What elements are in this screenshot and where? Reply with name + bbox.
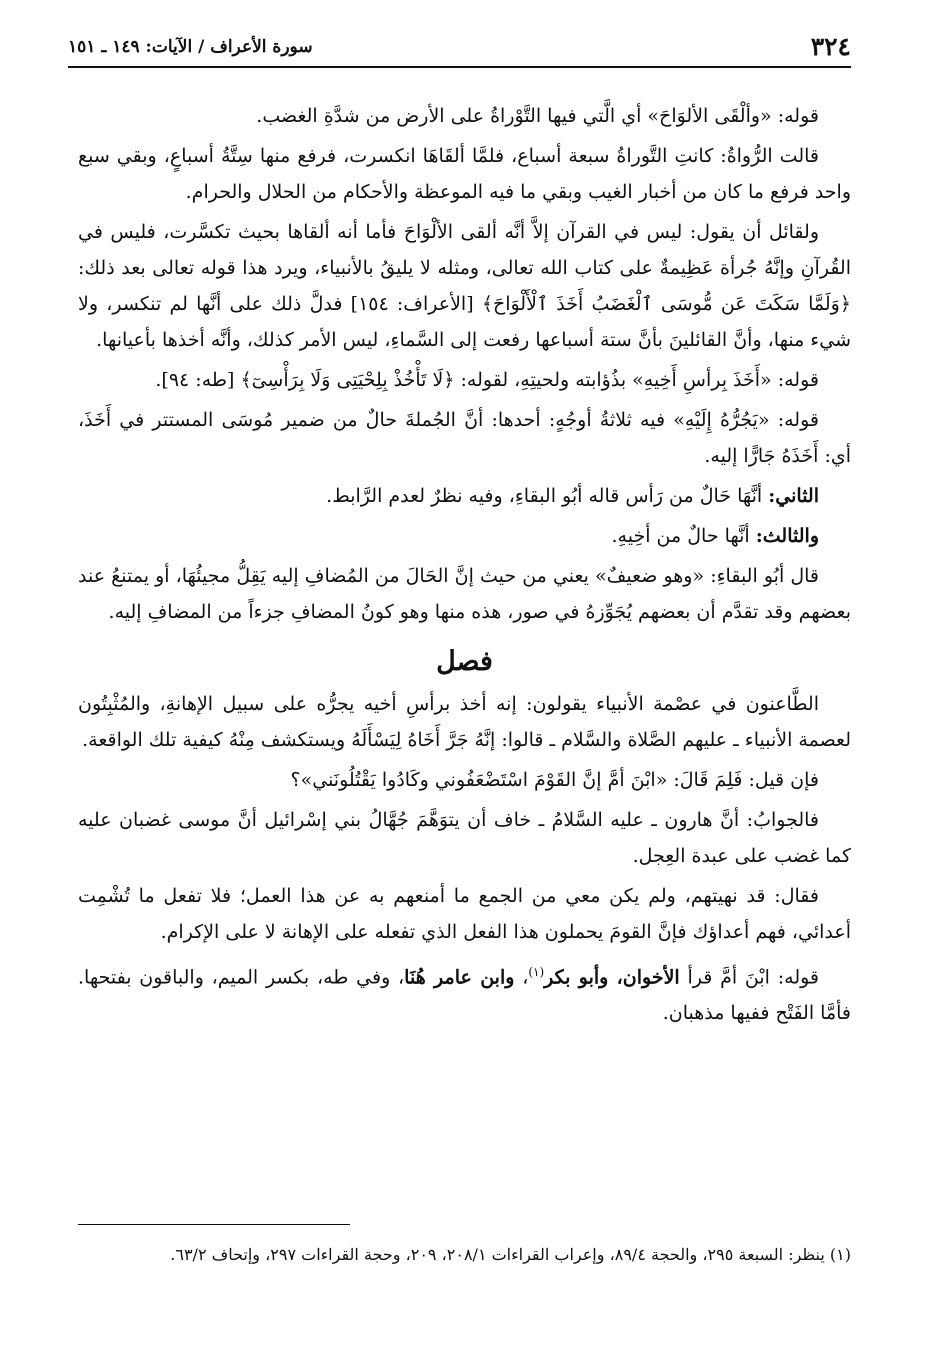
paragraph: ولقائل أن يقول: ليس في القرآن إلاَّ أنَّه ألقى الألْوَاحَ فأما أنه ألقاها بحيث تكسَّرت، فليس في القُرآنِ وإنَّهُ جُرأة عَظِيمةٌ على كتاب الله تعالى، ومثله لا يليقُ بالأنبياء، ويرد هذا قوله تعالى بعد ذلك: ﴿وَلَمَّا سَكَتَ عَن مُّوسَى ٱلْغَضَبُ أَخَذَ ٱلْأَلْوَاحَ﴾ [الأعراف: ١٥٤] فدلَّ ذلك على أنَّها لم تنكسر، ولا شيء منها، وأنَّ القائلينَ بأنَّ ستة أسباعها رفعت إلى السَّماءِ، ليس الأمر كذلك، وأنَّه أخذها بأعيانها. — [78, 221, 851, 351]
paragraph — [78, 478, 851, 514]
paragraph-label: الثاني: — [768, 485, 819, 507]
paragraph — [78, 954, 851, 1031]
paragraph: الطَّاعنون في عصْمة الأنبياء يقولون: إنه أخذ برأسِ أخيه يجرُّه على سبيل الإهانةِ، والمُثْبِتُون لعصمة الأنبياء ـ عليهم الصَّلاة والسَّلام ـ قالوا: إنَّهُ جَرَّ أَخَاهُ لِيَسْأَلَهُ ويستكشف مِنْهُ كيفية تلك الواقعة. — [78, 693, 851, 751]
paragraph — [78, 518, 851, 554]
paragraph-text: أنَّهَا حَالٌ من رَأس قاله أبُو البقاءِ، وفيه نظرٌ لعدم الرَّابط. — [326, 485, 763, 507]
reciter-names: الأخوان، وأبو بكر — [544, 966, 680, 989]
page-number: ٣٢٤ — [810, 32, 851, 61]
reciter-names: وابن عامر هُنَا — [404, 966, 515, 989]
main-text — [78, 98, 851, 1035]
footnote-ref: (١) — [528, 965, 545, 979]
footnote-rule — [78, 1224, 350, 1225]
paragraph-label: والثالث: — [755, 525, 819, 547]
paragraph-text: ، وفي طه، بكسر الميم، والباقون بفتحها. فأمَّا الفَتْح ففيها مذهبان. — [78, 966, 851, 1025]
section-heading: فصل — [436, 646, 493, 677]
paragraph: قوله: «أَخَذَ بِرأسِ أَخِيهِ» بذُؤابته ولحيتِهِ، لقوله: ﴿لَا تَأْخُذْ بِلِحْيَتِى وَلَا بِرَأْسِىٓ﴾ [طه: ٩٤]. — [155, 369, 819, 391]
paragraph-text: قوله: ابْنَ أمَّ قرأ — [687, 966, 820, 989]
footnotes — [78, 1238, 851, 1272]
paragraph: فإن قيل: فَلِمَ قَالَ: «ابْنَ أمَّ إنَّ القَوْمَ اسْتَضْعَفُوني وكَادُوا يَقْتُلُونَني»؟ — [290, 769, 819, 791]
paragraph: فالجوابُ: أنَّ هارون ـ عليه السَّلامُ ـ خاف أن يتوَهَّمَ جُهَّالُ بني إسْرائيل أنَّ موسى غضبان عليه كما غضب على عبدة العِجل. — [78, 809, 851, 867]
paragraph: قال أبُو البقاءِ: «وهو ضعيفٌ» يعني من حيث إنَّ الحَالَ من المُضافِ إليه يَقِلُّ مجيئُهَا، أو يمتنعُ عند بعضهم وقد تقدَّم أن بعضهم يُجَوِّزهُ في صور، هذه منها وهو كونُ المضافِ جزءاً من المضافِ إليه. — [78, 565, 851, 623]
paragraph: قوله: «وألْقَى الألوَاحَ» أي الَّتي فيها التَّوْراةُ على الأرض من شدَّةِ الغضب. — [256, 105, 819, 127]
paragraph: قوله: «يَجُرُّهُ إِلَيْهِ» فيه ثلاثةُ أوجُهٍ: أحدها: أنَّ الجُملةَ حالٌ من ضمير مُوسَى المستتر في أَخَذَ، أي: أَخَذَهُ جَارًّا إليه. — [78, 409, 851, 467]
header-rule — [68, 66, 851, 68]
paragraph-text: أنَّها حالٌ من أخِيهِ. — [611, 525, 750, 547]
paragraph: قالت الرُّواةُ: كانتِ التَّوراةُ سبعة أسباع، فلمَّا ألقَاهَا انكسرت، فرفع منها سِتَّةُ أسباعٍ، وبقي سبع واحد فرفع ما كان من أخبار الغيب وبقي ما فيه الموعظة والأحكام من الحلال والحرام. — [78, 145, 851, 203]
paragraph: فقال: قد نهيتهم، ولم يكن معي من الجمع ما أمنعهم به عن هذا العمل؛ فلا تفعل ما تُشْمِت أعدائي، فهم أعداؤك فإنَّ القومَ يحملون هذا الفعل الذي تفعله على الإهانة لا على الإكرام. — [78, 885, 851, 943]
page-header — [68, 30, 851, 64]
paragraph-text: ، — [522, 966, 529, 989]
running-title: سورة الأعراف / الآيات: ١٤٩ ـ ١٥١ — [68, 37, 313, 57]
footnote: (١) ينظر: السبعة ٢٩٥، والحجة ٨٩/٤، وإعراب القراءات ٢٠٨/١، ٢٠٩، وحجة القراءات ٢٩٧، وإتحاف ٦٣/٢. — [170, 1245, 851, 1264]
